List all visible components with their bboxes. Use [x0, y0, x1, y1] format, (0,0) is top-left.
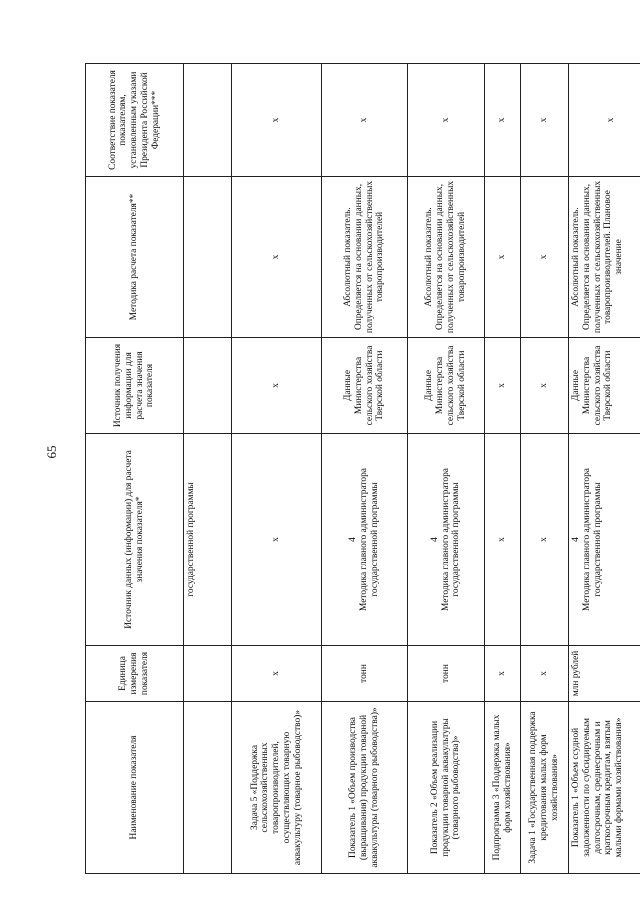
indicator-unit: х	[521, 646, 569, 702]
table-header-row	[86, 64, 184, 874]
source-number: 4	[571, 537, 581, 542]
source-text: Методика главного администратора государственной программы	[440, 468, 462, 611]
header-method: Методика расчета показателя**	[86, 177, 184, 338]
table-row	[322, 64, 408, 874]
indicator-source-info: х	[485, 338, 521, 434]
table-row	[485, 64, 521, 874]
source-number: 4	[348, 537, 359, 542]
continuation-cell	[184, 338, 232, 434]
continuation-cell	[184, 64, 232, 177]
indicator-match: х	[408, 64, 485, 177]
indicator-source-data	[408, 434, 485, 646]
indicator-source-data	[322, 434, 408, 646]
indicator-source-info: х	[521, 338, 569, 434]
header-source-data: Источник данных (информации) для расчета значения показателя*	[86, 434, 184, 646]
source-text: х	[271, 537, 282, 542]
continuation-source-data: государственной программы	[184, 434, 232, 646]
source-text: Методика главного администратора государственной программы	[581, 468, 603, 611]
indicator-match: х	[569, 64, 640, 177]
indicator-method: х	[485, 177, 521, 338]
indicator-source-data	[232, 434, 322, 646]
table-row	[232, 64, 322, 874]
continuation-cell	[184, 646, 232, 702]
indicator-unit: х	[485, 646, 521, 702]
indicator-match: х	[521, 64, 569, 177]
indicator-method: х	[232, 177, 322, 338]
indicator-method: Абсолютный показатель. Определяется на основании данных, полученных от сельскохозяйственных товаропроизводителей	[322, 177, 408, 338]
indicator-match: х	[485, 64, 521, 177]
indicator-name: Задача 1 «Государственная поддержка кредитования малых форм хозяйствования»	[521, 702, 569, 874]
indicator-unit: х	[232, 646, 322, 702]
header-match: Соответствие показателя показателям, установленным указами Президента Российской Федерации***	[86, 64, 184, 177]
table-row	[569, 64, 640, 874]
source-text: х	[497, 537, 508, 542]
indicator-name: Подпрограмма 3 «Поддержка малых форм хозяйствования»	[485, 702, 521, 874]
indicator-source-data	[521, 434, 569, 646]
indicator-source-info: х	[232, 338, 322, 434]
indicator-name: Задача 5 «Поддержка сельскохозяйственных товаропроизводителей, осуществляющих товарную аквакультуру (товарное рыбоводство)»	[232, 702, 322, 874]
table-row	[408, 64, 485, 874]
indicator-method: Абсолютный показатель. Определяется на основании данных, полученных от сельскохозяйственных товаропроизводителей. Плановое значение	[569, 177, 640, 338]
source-text: х	[539, 537, 550, 542]
indicator-unit: млн рублей	[569, 646, 640, 702]
table-row	[521, 64, 569, 874]
indicator-source-data	[569, 434, 640, 646]
indicators-table	[85, 63, 640, 874]
continuation-cell	[184, 702, 232, 874]
continuation-row	[184, 64, 232, 874]
indicator-method: Абсолютный показатель. Определяется на основании данных, полученных от сельскохозяйственных товаропроизводителей	[408, 177, 485, 338]
indicator-unit: тонн	[408, 646, 485, 702]
indicator-match: х	[232, 64, 322, 177]
header-source-info: Источник получения информации для расчета значения показателя	[86, 338, 184, 434]
indicator-source-info: Данные Министерства сельского хозяйства Тверской области	[569, 338, 640, 434]
indicator-unit: тонн	[322, 646, 408, 702]
source-number: 4	[429, 537, 440, 542]
rotated-table-wrapper	[85, 64, 625, 874]
source-text: Методика главного администратора государственной программы	[359, 468, 380, 611]
header-name: Наименование показателя	[86, 702, 184, 874]
continuation-cell	[184, 177, 232, 338]
indicator-match: х	[322, 64, 408, 177]
indicator-name: Показатель 1 «Объем производства (выращивания) продукции товарной аквакультуры (товарного рыбоводства)»	[322, 702, 408, 874]
indicator-name: Показатель 2 «Объем реализации продукции товарной аквакультуры (товарного рыбоводства)»	[408, 702, 485, 874]
indicator-source-data	[485, 434, 521, 646]
indicator-source-info: Данные Министерства сельского хозяйства Тверской области	[408, 338, 485, 434]
indicator-name: Показатель 1 «Объем ссудной задолженности по субсидируемым долгосрочным, среднесрочным и краткосрочным кредитам, взятым малыми формами хозяйствования»	[569, 702, 640, 874]
indicator-source-info: Данные Министерства сельского хозяйства Тверской области	[322, 338, 408, 434]
indicator-method: х	[521, 177, 569, 338]
header-unit: Единица измерения показателя	[86, 646, 184, 702]
